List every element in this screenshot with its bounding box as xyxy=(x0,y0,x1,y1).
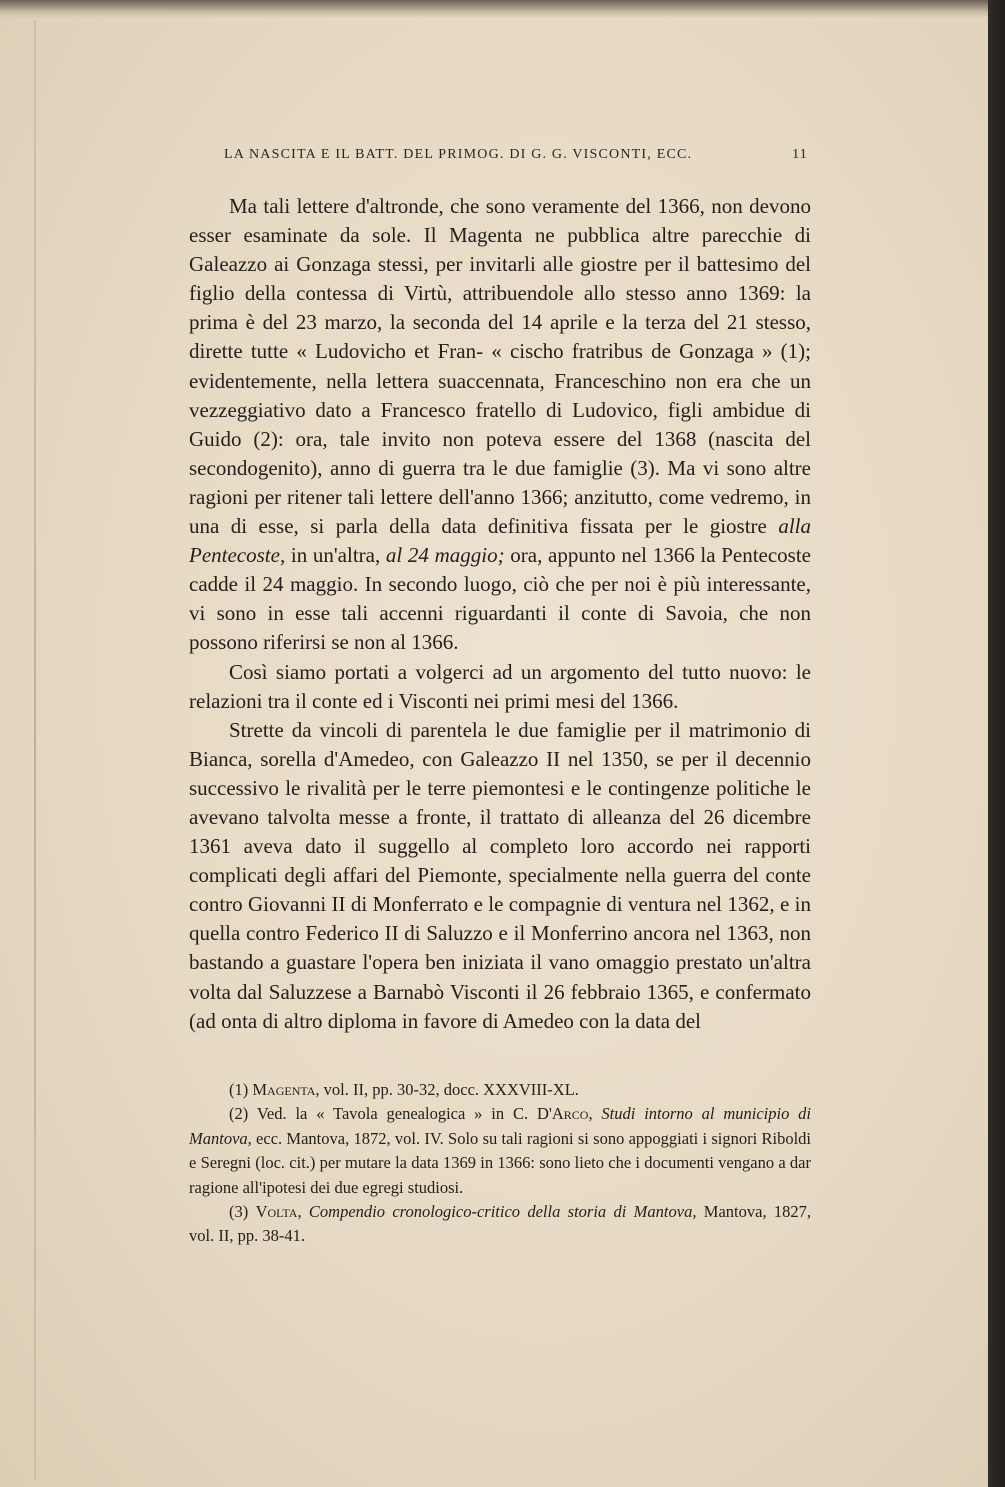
main-text xyxy=(189,192,811,1036)
paragraph-3: Strette da vincoli di parentela le due famiglie per il matrimonio di Bianca, sorella d'Amedeo, con Galeazzo II nel 1350, se per il decennio successivo le rivalità per le terre piemontesi e le contingenze politiche le avevano talvolta messe a fronte, il trattato di alleanza del 26 dicembre 1361 aveva dato il suggello al completo loro accordo nei rapporti complicati degli affari del Piemonte, specialmente nella guerra del conte contro Giovanni II di Monferrato e le compagnie di ventura nel 1362, e in quella contro Federico II di Saluzzo e il Monferrino ancora nel 1363, non bastando a guastare l'opera ben iniziata il vano omaggio prestato un'altra volta dal Saluzzese a Barnabò Visconti il 26 febbraio 1365, e confermato (ad onta di altro diploma in favore di Amedeo con la data del xyxy=(189,717,811,1033)
running-header xyxy=(224,147,810,163)
page-number: 11 xyxy=(792,147,808,162)
paragraph-1: Ma tali lettere d'altronde, che sono veramente del 1366, non devono esser esaminate da sole. Il Magenta ne pubblica altre parecchie di Galeazzo ai Gonzaga stessi, per invitarli alle giostre per il battesimo del figlio della contessa di Virtù, attribuendole allo stesso anno 1369: la prima è del 23 marzo, la seconda del 14 aprile e la terza del 21 stesso, dirette tutte « Ludovicho et Fran- « cischo fratribus de Gonzaga » (1); evidentemente, nella lettera suaccennata, Franceschino non era che un vezzeggiativo dato a Francesco fratello di Ludovico, figli ambidue di Guido (2): ora, tale invito non poteva essere del 1368 (nascita del secondogenito), anno di guerra tra le due famiglie (3). Ma vi sono altre ragioni per ritener tali lettere dell'anno 1366; anzitutto, come vedremo, in una di esse, si parla della data definitiva fissata per le giostre alla Pentecoste, in un'altra, al 24 maggio; ora, appunto nel 1366 la Pentecoste cadde il 24 maggio. In secondo luogo, ciò che per noi è più interessante, vi sono in esse tali accenni riguardanti il conte di Savoia, che non possono riferirsi se non al 1366. xyxy=(189,194,812,655)
page-top-edge xyxy=(0,0,988,18)
footnote-2: (2) Ved. la « Tavola genealogica » in C. D'Arco, Studi intorno al municipio di Mantova, ecc. Mantova, 1872, vol. IV. Solo su tali ragioni si sono appoggiati i signori Riboldi e Seregni (loc. cit.) per mutare la data 1369 in 1366: sono lieto che i documenti vengano a dar ragione all'ipotesi dei due egregi studiosi. xyxy=(189,1104,812,1197)
footnotes xyxy=(189,1078,811,1249)
italic-phrase: alla Pentecoste, xyxy=(189,514,811,568)
scan-background-edge xyxy=(988,0,1005,1487)
paragraph-2: Così siamo portati a volgerci ad un argomento del tutto nuovo: le relazioni tra il conte ed i Visconti nei primi mesi del 1366. xyxy=(189,659,811,713)
footnote-1: (1) Magenta, vol. II, pp. 30-32, docc. XXXVIII-XL. xyxy=(229,1080,579,1099)
page-gutter-fold xyxy=(34,20,36,1480)
footnote-3: (3) Volta, Compendio cronologico-critico della storia di Mantova, Mantova, 1827, vol. II, pp. 38-41. xyxy=(189,1202,812,1246)
running-title: LA NASCITA E IL BATT. DEL PRIMOG. DI G. G. VISCONTI, ECC. xyxy=(224,147,693,162)
italic-phrase: al 24 maggio; xyxy=(385,543,505,568)
